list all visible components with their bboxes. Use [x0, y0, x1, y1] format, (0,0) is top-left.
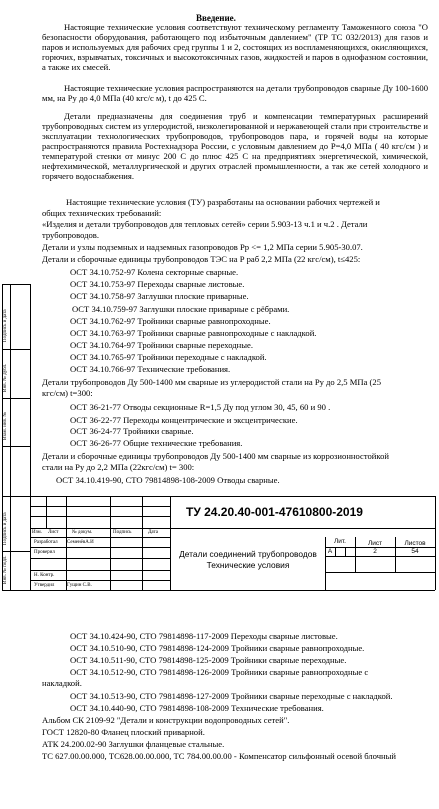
document-title-line-2: Технические условия	[206, 560, 290, 570]
standard-line: ОСТ 34.10.513-90, СТО 79814898-127-2009 Тройники сварные переходные с накладкой.	[70, 691, 393, 701]
header-list: Лист	[48, 530, 59, 535]
standard-line: ОСТ 34.10.764-97 Тройники сварные переходные.	[70, 340, 253, 350]
page-2	[0, 600, 439, 809]
text-line: трубопроводов.	[42, 230, 100, 240]
text-line: Детали и сборочные единицы трубопроводов ТЭС на Р раб 2,2 МПа (22 кгс/см), t≤425:	[42, 254, 361, 264]
header-izm: Изм.	[32, 530, 42, 535]
text-line: АТК 24.200.02-90 Заглушки фланцевые стальные.	[42, 739, 225, 749]
standard-line: ОСТ 34.10.753-97 Переходы сварные листовые.	[70, 279, 245, 289]
side-label: Инв. № подл.	[3, 555, 8, 584]
standard-line: ОСТ 34.10.424-90, СТО 79814898-117-2009 Переходы сварные листовые.	[70, 631, 338, 641]
text-line: общих технических требований:	[42, 208, 162, 218]
standard-line: ОСТ 34.10.766-97 Технические требования.	[70, 364, 231, 374]
header-signature: Подпись	[113, 530, 132, 535]
standard-line: ОСТ 36-21-77 Отводы секционные R=1,5 Ду под углом 30, 45, 60 и 90 .	[70, 402, 331, 412]
sheet-value: 2	[373, 548, 377, 555]
standard-line: ОСТ 34.10.510-90, СТО 79814898-124-2009 Тройники сварные равнопроходные.	[70, 643, 365, 653]
standard-line: ОСТ 34.10.758-97 Заглушки плоские приварные.	[70, 291, 249, 301]
lit-value: А	[327, 548, 333, 555]
text-line: Детали трубопроводов Ду 500-1400 мм сварные из углеродистой стали на Ру до 2,5 МПа (25	[42, 377, 382, 387]
document-title-line-1: Детали соединений трубопроводов	[179, 549, 317, 559]
lit-label: Лит.	[334, 538, 346, 545]
text-line: Альбом СК 2109-92 "Детали и конструкции водопроводных сетей".	[42, 715, 290, 725]
standard-line: ОСТ 34.10.511-90, СТО 79814898-125-2009 Тройники сварные переходные.	[70, 655, 347, 665]
intro-paragraph-2: Настоящие технические условия распространяются на детали трубопроводов сварные Ду 100-1600 мм, на Ру до 4,0 МПа (40 кгс/с м), t до 425 С.	[42, 83, 428, 103]
standard-line: ОСТ 34.10.752-97 Колена секторные сварные.	[70, 267, 239, 277]
standard-line: ОСТ 34.10.762-97 Тройники сварные равнопроходные.	[70, 316, 271, 326]
text-line: Детали и узлы подземных и надземных газопроводов Pр <= 1,2 МПа серии 5.905-30.07.	[42, 242, 363, 252]
standard-line: ОСТ 36-22-77 Переходы концентрические и эксцентрические.	[70, 415, 298, 425]
text-line: Детали и сборочные единицы трубопроводов Ду 500-1400 мм сварные из коррозионностойкой	[42, 451, 390, 461]
name-developed: СеменёвА.И	[67, 540, 94, 545]
intro-paragraph-3: Детали предназначены для соединения труб и компенсации температурных расширений трубопроводных систем из углеродистой, низколегированной и нержавеющей стали при строительстве и эксплуатации технологических трубопроводов, трубопроводов пара, и горячей воды на которые распространяются правила Ростехнадзора России, с условным давлением до Р=4,0 МПа ( 40 кгс/см ) и температурой стенки от минус 200 С до плюс 425 С на предприятиях энергетической, химической, нефтехимической, металлургической и других отраслей промышленности, а так же сетей холодного и горячего водоснабжения.	[42, 111, 428, 181]
standard-line: ОСТ 34.10.440-90, СТО 79814898-108-2009 Технические требования.	[70, 703, 324, 713]
text-line: ТС 627.00.00.000, ТС628.00.00.000, ТС 784.00.00.00 - Компенсатор сильфонный осевой блочный	[42, 751, 397, 761]
document-code: ТУ 24.20.40-001-47610800-2019	[186, 505, 363, 519]
standard-line: ОСТ 36-26-77 Общие технические требования.	[70, 438, 243, 448]
role-checked: Проверил	[34, 550, 55, 555]
role-developed: Разработал	[34, 540, 58, 545]
side-label: Подпись и дата	[3, 309, 8, 342]
role-n-control: Н. Контр.	[34, 573, 55, 578]
sheets-value: 54	[411, 548, 419, 555]
standard-line: ОСТ 34.10.763-97 Тройники сварные равнопроходные с накладкой.	[70, 328, 317, 338]
standard-line: накладкой.	[42, 678, 82, 688]
sheets-label: Листов	[404, 540, 426, 547]
role-approved: Утвердил	[34, 583, 55, 588]
side-label: Инв. № дубл.	[3, 363, 8, 392]
text-line: ГОСТ 12820-80 Фланец плоский приварной.	[42, 727, 205, 737]
side-label: Взам. инв. №	[3, 411, 8, 440]
standard-line: ОСТ 34.10.759-97 Заглушки плоские приварные с рёбрами.	[72, 304, 290, 314]
text-line: стали на Ру до 2,2 МПа (22кгс/см) t= 300:	[42, 462, 195, 472]
standard-line: ОСТ 34.10.419-90, СТО 79814898-108-2009 Отводы сварные.	[56, 475, 280, 485]
standard-line: ОСТ 36-24-77 Тройники сварные.	[70, 426, 194, 436]
standard-line: ОСТ 34.10.512-90, СТО 79814898-126-2009 Тройники сварные равнопроходные с	[70, 667, 369, 677]
text-line: Настоящие технические условия (ТУ) разработаны на основании рабочих чертежей и	[66, 197, 380, 207]
name-approved: Гущин С.В.	[67, 583, 92, 588]
heading: Введение.	[196, 13, 236, 23]
header-date: Дата	[148, 530, 158, 535]
text-line: «Изделия и детали трубопроводов для тепловых сетей» серии 5.903-13 ч.1 и ч.2 . Детали	[42, 219, 368, 229]
side-label: Подпись и дата	[3, 512, 8, 545]
intro-paragraph-1: Настоящие технические условия соответствуют техническому регламенту Таможенного союза "О безопасности оборудования, работающего под избыточным давлением" (ТР ТС 032/2013) для газов и паров и используемых для рабочих сред группы 1 и 2, состоящих из воспламеняющихся, окисляющихся, горючих, взрывчатых, токсичных и высокотоксичных газов, жидкостей и паров в однофазном состоянии, а также их смесей.	[42, 22, 428, 72]
standard-line: ОСТ 34.10.765-97 Тройники переходные с накладкой.	[70, 352, 267, 362]
sheet-label: Лист	[367, 540, 383, 547]
header-doc-number: № докум.	[72, 530, 93, 535]
text-line: кгс/см) t=300:	[42, 388, 93, 398]
